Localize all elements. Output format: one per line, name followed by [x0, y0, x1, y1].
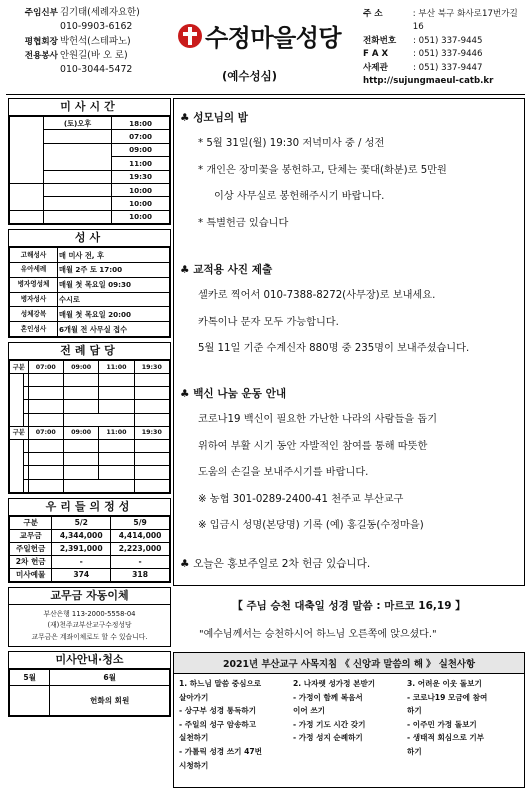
pastoral-line: 실천하기: [179, 733, 209, 743]
mass-time: 10:00: [112, 210, 170, 223]
addr-label: F A X: [363, 49, 389, 60]
mass-guide-box: [8, 651, 171, 717]
duty-head: 19:30: [134, 360, 169, 373]
pastoral-columns: [174, 674, 524, 772]
section-item: 셀카로 찍어서 010-7388-8272(사무장)로 보내세요.: [198, 290, 436, 302]
pastoral-line: - 가정이 함께 복음서: [293, 692, 363, 702]
parish-address: [363, 8, 531, 88]
addr-value: : 051) 337-9445: [413, 35, 483, 46]
mass-guide-table: [9, 669, 170, 716]
transfer-line: (재)천주교부산교구수정성당: [47, 621, 132, 630]
pastoral-line: - 가정 기도 시간 갖기: [293, 719, 366, 729]
sacrament-info: 매월 첫 목요일 20:00: [58, 307, 170, 322]
staff-phone: 010-3044-5472: [60, 64, 133, 76]
pastoral-line: 1. 하느님 말씀 중심으로: [179, 679, 262, 688]
liturgy-duty-table: [9, 360, 170, 493]
guide-cell: 헌화의 회원: [50, 686, 170, 716]
section-item: ※ 입금시 성명(본당명) 기록 (예) 홍길동(수정마을): [198, 520, 424, 532]
section-item: 코로나19 백신이 필요한 가난한 나라의 사람들을 돕기: [198, 414, 438, 426]
sacrament-box: [8, 229, 171, 338]
addr-label: 주 소: [363, 9, 383, 19]
offering-value: -: [111, 555, 170, 568]
announcements-panel: [173, 98, 525, 586]
pastoral-line: - 생태적 회심으로 기부: [407, 733, 485, 743]
parish-title: 수정마을성당: [205, 24, 342, 52]
mass-cell: [44, 183, 112, 196]
pastoral-line: - 주일의 성구 암송하고: [179, 719, 257, 729]
mass-time: 11:00: [112, 157, 170, 170]
mass-cell: [44, 170, 112, 183]
duty-date: [10, 440, 24, 493]
guide-cell: [10, 686, 50, 716]
pastoral-line: 이어 쓰기: [293, 706, 325, 716]
addr-value: : 051) 337-9446: [413, 49, 483, 60]
section-heading: ♣ 백신 나눔 운동 안내: [180, 388, 287, 400]
pastoral-column: [407, 677, 521, 772]
mass-day-cell: [10, 210, 44, 223]
pastoral-title: 2021년 부산교구 사목지침 《 신앙과 말씀의 해 》 실천사항: [174, 653, 524, 674]
mass-day-cell: [10, 183, 44, 210]
pastoral-line: 살아가기: [179, 692, 209, 702]
offering-label: 미사예물: [10, 568, 52, 581]
sacrament-info: 매월 2주 토 17:00: [58, 262, 170, 277]
mass-time: 19:30: [112, 170, 170, 183]
staff-label: 주임신부: [24, 8, 58, 18]
duty-head: 11:00: [99, 426, 134, 439]
transfer-line: 부산은행 113-2000-5558-04: [43, 609, 136, 618]
pastoral-line: 하기: [407, 706, 422, 716]
parish-subtitle: (예수성심): [222, 69, 277, 83]
section-item: * 개인은 장미꽃을 봉헌하고, 단체는 꽃대(화분)로 5만원: [198, 164, 447, 176]
transfer-title: 교무금 자동이체: [9, 588, 170, 605]
pastoral-column: [179, 677, 293, 772]
announcement-section: [180, 381, 437, 539]
announcement-section: [180, 105, 447, 237]
announcement-section: [180, 551, 370, 577]
section-heading: ♣ 오늘은 홍보주일로 2차 헌금 있습니다.: [180, 558, 371, 570]
left-column: [8, 98, 171, 721]
sacrament-info: 수시로: [58, 292, 170, 307]
sacrament-name: 병자영성체: [10, 277, 58, 292]
section-heading: ♣ 성모님의 밤: [180, 112, 249, 124]
duty-head: 구분: [10, 426, 29, 439]
offering-box: [8, 498, 171, 583]
mass-times-table: [9, 116, 170, 224]
offering-title: 우리들의정성: [9, 499, 170, 516]
verse-title: 【 주님 승천 대축일 성경 말씀 : 마르코 16,19 】: [232, 600, 466, 612]
mass-cell: [44, 210, 112, 223]
staff-label: 전용봉사: [24, 50, 58, 61]
offering-value: 318: [111, 568, 170, 581]
mass-cell: [44, 197, 112, 210]
staff-value: 박헌석(스테파노): [60, 35, 131, 47]
mass-day-cell: [10, 117, 44, 184]
verse-body: "예수님께서는 승천하시어 하느님 오른쪽에 앉으셨다.": [199, 629, 437, 640]
offering-head: 구분: [10, 516, 52, 529]
pastoral-line: - 상구부 성경 통독하기: [179, 706, 257, 716]
pastoral-line: - 가톨릭 성경 쓰기 47번: [179, 746, 262, 756]
pastoral-column: [293, 677, 407, 772]
section-item: 도움의 손길을 보내주시기를 바랍니다.: [198, 467, 369, 479]
parish-logo: [178, 18, 341, 53]
sacrament-name: 고해성사: [10, 248, 58, 263]
staff-label: 평협회장: [24, 36, 58, 47]
website-link[interactable]: http://sujungmaeul-catb.kr: [363, 76, 494, 87]
duty-head: 19:30: [134, 426, 169, 439]
addr-label: 전화번호: [363, 35, 397, 46]
header-divider: [6, 94, 525, 95]
offering-label: 교무금: [10, 529, 52, 542]
offering-value: 374: [52, 568, 111, 581]
scripture-verse: [173, 590, 525, 650]
offering-table: [9, 516, 170, 582]
section-item: 위하여 부활 시기 동안 자발적인 참여를 통해 따뜻한: [198, 440, 428, 452]
sacrament-name: 혼인성사: [10, 322, 58, 337]
pastoral-line: 시청하기: [179, 760, 209, 770]
duty-head: 07:00: [28, 360, 63, 373]
pastoral-line: 3. 어려운 이웃 돌보기: [407, 679, 482, 688]
transfer-box: [8, 587, 171, 648]
offering-head: 5/2: [52, 516, 111, 529]
addr-value: : 051) 337-9447: [413, 62, 483, 73]
pastoral-line: - 이주민 가정 돌보기: [407, 719, 477, 729]
addr-label: 사제관: [363, 62, 388, 73]
sacrament-info: 매 미사 전, 후: [58, 248, 170, 263]
liturgy-duty-box: [8, 342, 171, 494]
offering-value: -: [52, 555, 111, 568]
sacrament-table: [9, 247, 170, 337]
duty-head: 구분: [10, 360, 29, 373]
staff-value: 안원길(바 오 로): [60, 49, 128, 61]
mass-guide-title: 미사안내·청소: [9, 652, 170, 669]
pastoral-guideline-box: [173, 652, 525, 788]
pastoral-line: 하기: [407, 746, 422, 756]
duty-head: 11:00: [99, 360, 134, 373]
staff-value: 김기태(세례자요한): [60, 7, 140, 18]
sacrament-title: 성사: [9, 230, 170, 247]
sacrament-info: 매월 첫 목요일 09:30: [58, 277, 170, 292]
staff-list: [6, 6, 140, 77]
sacrament-name: 병자성사: [10, 292, 58, 307]
offering-value: 2,391,000: [52, 542, 111, 555]
section-item: * 특별헌금 있습니다: [198, 217, 289, 229]
liturgy-duty-title: 전례담당: [9, 343, 170, 360]
offering-label: 주일헌금: [10, 542, 52, 555]
mass-time: 10:00: [112, 197, 170, 210]
section-item: ※ 농협 301-0289-2400-41 천주교 부산교구: [198, 493, 404, 505]
duty-head: 07:00: [28, 426, 63, 439]
transfer-line: 교무금은 계좌이체로도 할 수 있습니다.: [31, 632, 148, 641]
pastoral-line: 2. 나자렛 성가정 본받기: [293, 679, 376, 688]
offering-head: 5/9: [111, 516, 170, 529]
pastoral-line: - 가정 성지 순례하기: [293, 733, 363, 743]
offering-value: 2,223,000: [111, 542, 170, 555]
pastoral-line: - 코로나19 모금에 참여: [407, 692, 488, 702]
mass-cell: [44, 143, 112, 170]
mass-time: 18:00: [112, 117, 170, 130]
mass-time: 07:00: [112, 130, 170, 143]
announcement-section: [180, 257, 469, 363]
section-item: * 5월 31일(월) 19:30 저녁미사 중 / 성전: [198, 138, 385, 150]
duty-date: [10, 374, 24, 427]
transfer-info: [9, 605, 170, 647]
section-heading: ♣ 교적용 사진 제출: [180, 264, 273, 276]
guide-head: 6월: [50, 670, 170, 686]
sacrament-info: 6개월 전 사무실 접수: [58, 322, 170, 337]
mass-times-box: [8, 98, 171, 225]
mass-cell: [44, 130, 112, 143]
section-item: 카톡이나 문자 모두 가능합니다.: [198, 316, 339, 328]
offering-value: 4,414,000: [111, 529, 170, 542]
mass-cell: (토)오후: [44, 117, 112, 130]
guide-head: 5월: [10, 670, 50, 686]
mass-times-title: 미사시간: [9, 99, 170, 116]
staff-phone: 010-9903-6162: [60, 21, 133, 33]
duty-head: 09:00: [63, 426, 98, 439]
cross-logo-icon: [178, 24, 202, 48]
sacrament-name: 성체강복: [10, 307, 58, 322]
mass-time: 10:00: [112, 183, 170, 196]
addr-value: : 부산 북구 화사로17번가길 16: [412, 9, 518, 33]
section-item: 이상 사무실로 봉헌해주시기 바랍니다.: [214, 191, 385, 203]
mass-time: 09:00: [112, 143, 170, 156]
offering-label: 2차 헌금: [10, 555, 52, 568]
offering-value: 4,344,000: [52, 529, 111, 542]
section-item: 5월 11일 기준 수계신자 880명 중 235명이 보내주셨습니다.: [198, 343, 470, 355]
sacrament-name: 유아세례: [10, 262, 58, 277]
duty-head: 09:00: [63, 360, 98, 373]
